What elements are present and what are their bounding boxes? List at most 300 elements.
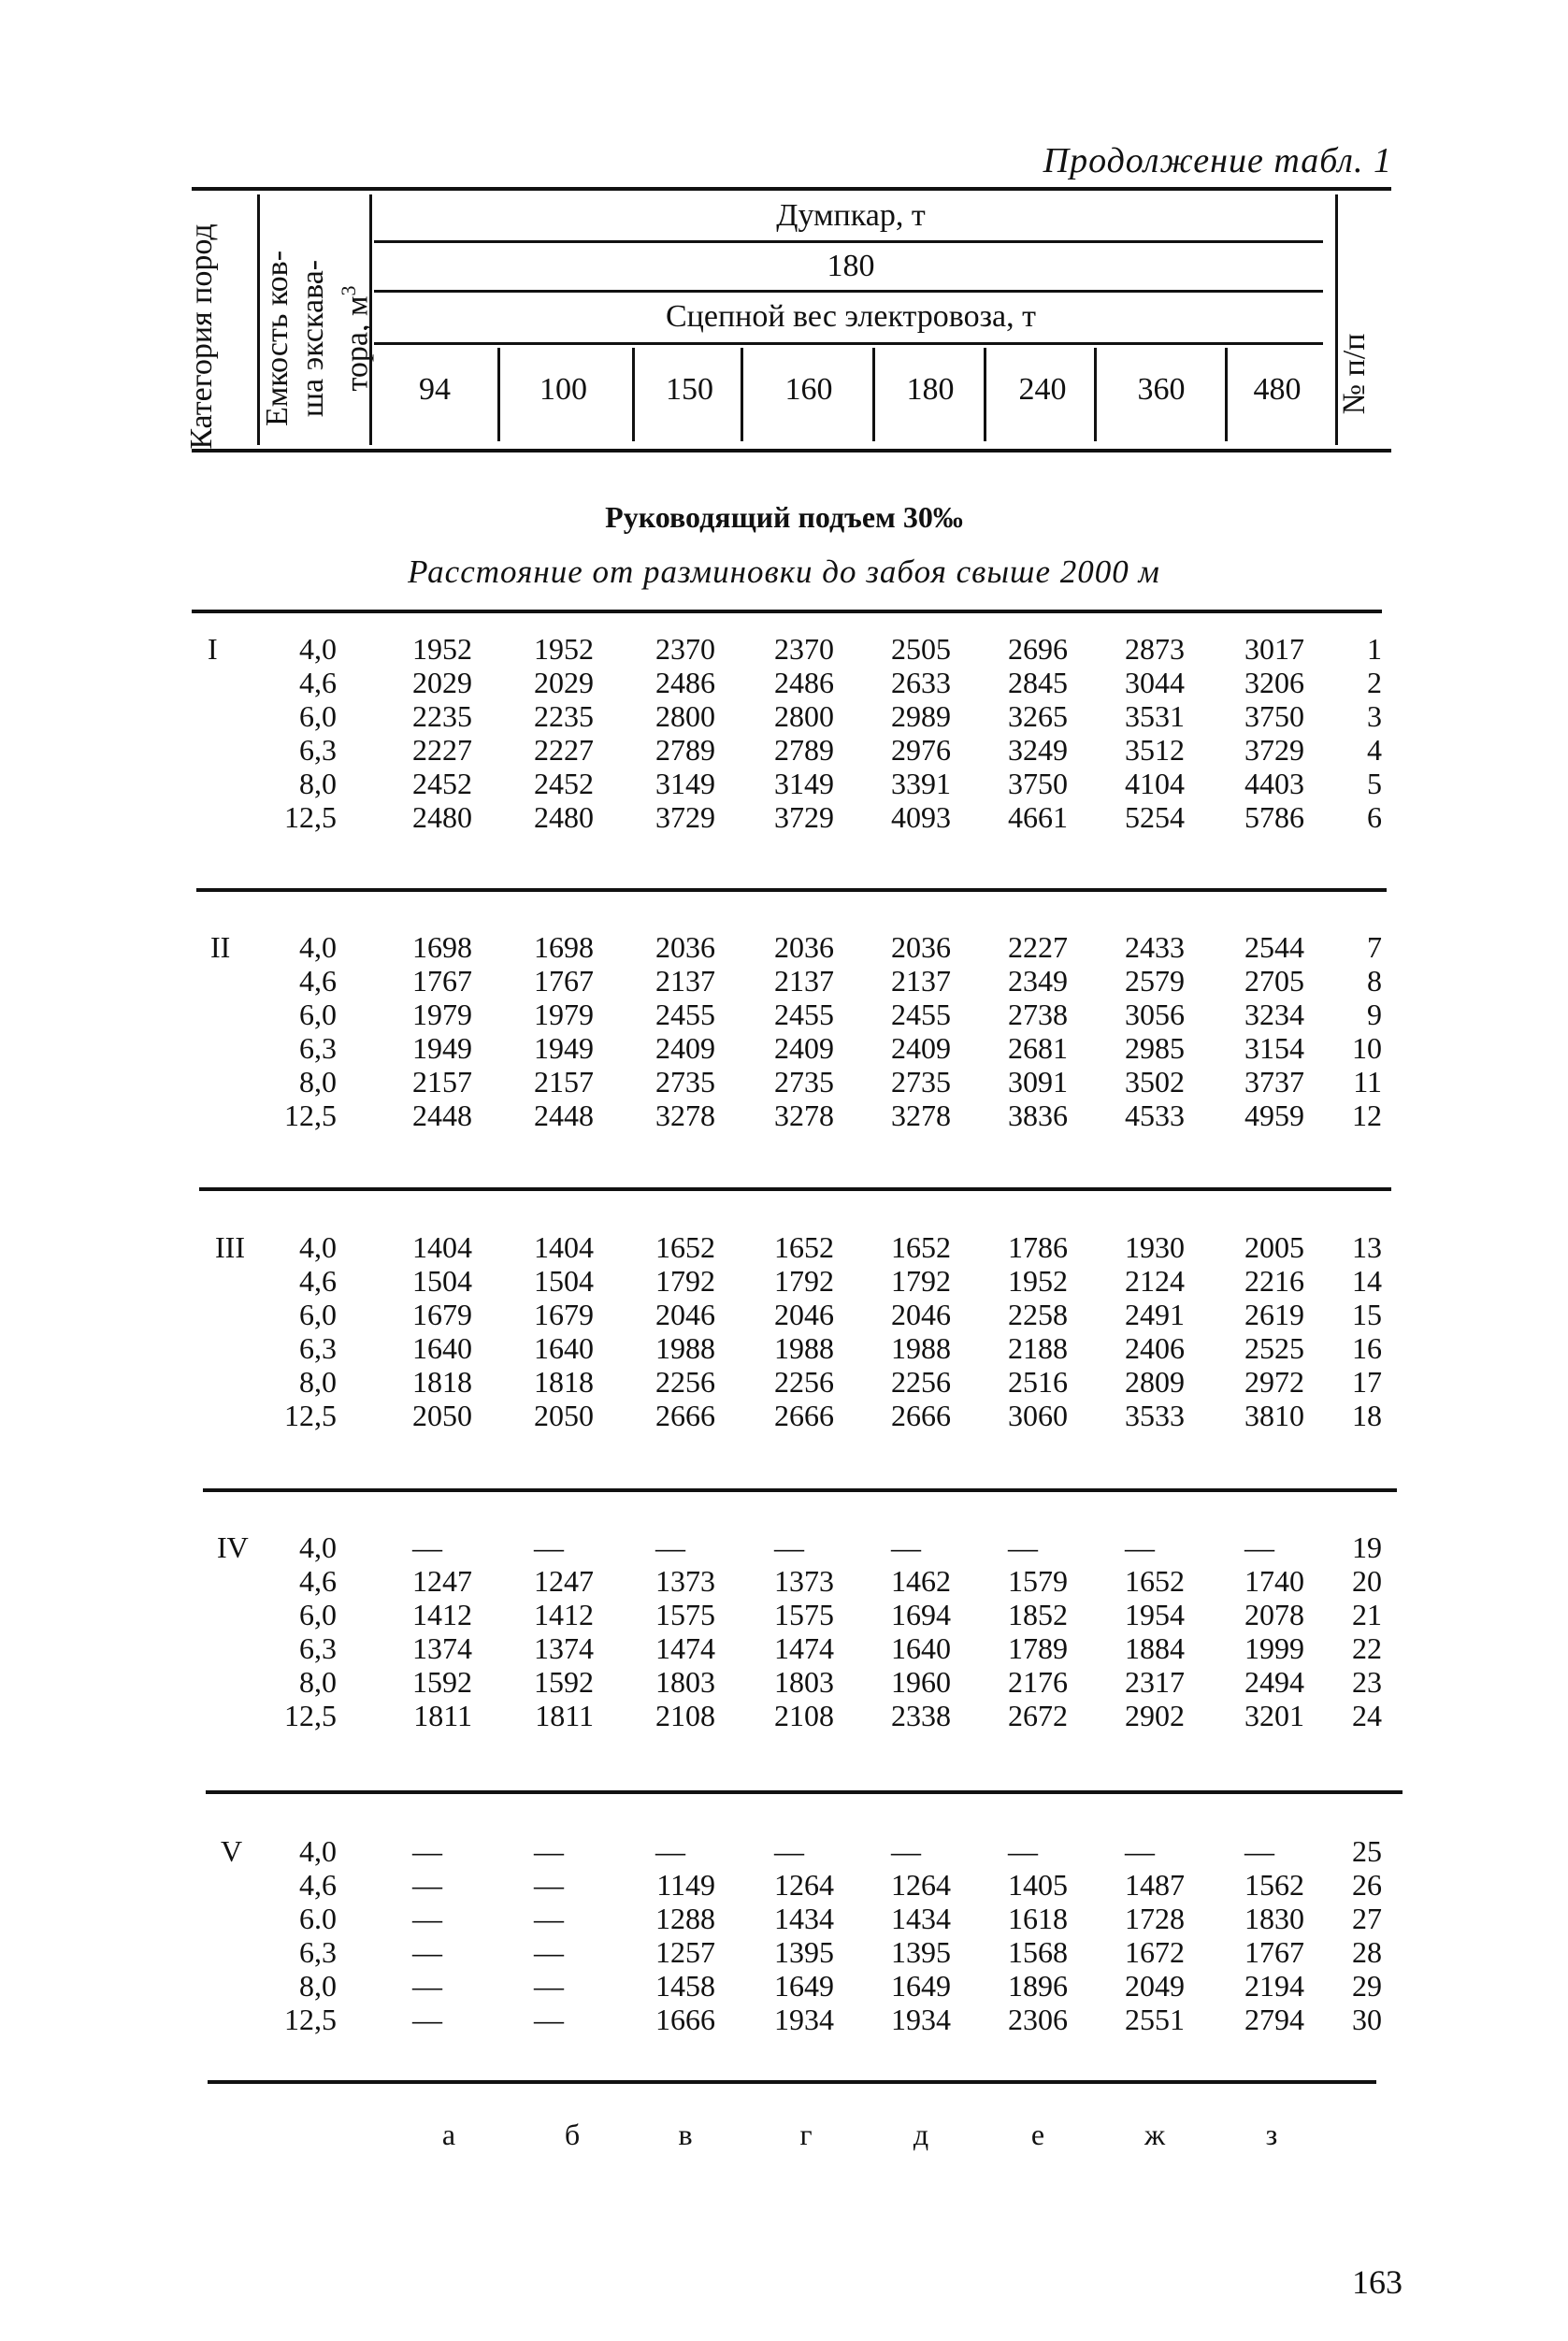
table-cell: —: [891, 1530, 921, 1564]
group-rule: [196, 888, 1387, 892]
table-cell: 2258: [1008, 1298, 1068, 1331]
table-cell: —: [1125, 1834, 1155, 1868]
table-cell: 2078: [1244, 1598, 1304, 1631]
row-number: 7: [1367, 930, 1382, 964]
bucket-capacity: 12,5: [284, 1099, 337, 1132]
table-cell: 2029: [412, 666, 472, 699]
table-cell: 2046: [774, 1298, 834, 1331]
table-cell: —: [412, 1969, 442, 2003]
table-cell: 2256: [774, 1365, 834, 1399]
row-number: 23: [1352, 1665, 1382, 1699]
table-cell: 2525: [1244, 1331, 1304, 1365]
table-cell: 2809: [1125, 1365, 1185, 1399]
group-rule: [206, 1790, 1403, 1794]
table-cell: 1434: [774, 1902, 834, 1935]
table-cell: 3512: [1125, 733, 1185, 767]
table-cell: 1640: [412, 1331, 472, 1365]
table-cell: —: [655, 1530, 685, 1564]
table-cell: 1679: [412, 1298, 472, 1331]
table-cell: 1960: [891, 1665, 951, 1699]
table-cell: 2157: [412, 1065, 472, 1099]
table-cell: 3017: [1244, 632, 1304, 666]
table-cell: 3391: [891, 767, 951, 800]
table-cell: 4959: [1244, 1099, 1304, 1132]
table-cell: —: [412, 1935, 442, 1969]
table-cell: 2985: [1125, 1031, 1185, 1065]
bucket-capacity: 4,0: [299, 1834, 337, 1868]
table-cell: 3750: [1244, 699, 1304, 733]
table-cell: 1264: [891, 1868, 951, 1902]
table-cell: 2976: [891, 733, 951, 767]
table-cell: 2794: [1244, 2003, 1304, 2036]
table-cell: 1649: [774, 1969, 834, 2003]
group-rule: [192, 610, 1382, 613]
dumpcar-header: Думпкар, т: [776, 198, 926, 233]
table-cell: 2455: [655, 998, 715, 1031]
table-cell: 2873: [1125, 632, 1185, 666]
table-cell: 2046: [655, 1298, 715, 1331]
table-cell: 2050: [534, 1399, 594, 1432]
table-cell: 1952: [1008, 1264, 1068, 1298]
group-rule: [199, 1187, 1391, 1191]
table-cell: 1698: [412, 930, 472, 964]
table-cell: 1666: [655, 2003, 715, 2036]
loco-weight-480: 480: [1253, 372, 1302, 407]
table-cell: 1792: [891, 1264, 951, 1298]
header-divider: [632, 348, 635, 441]
table-cell: 3531: [1125, 699, 1185, 733]
table-cell: 1504: [534, 1264, 594, 1298]
bucket-capacity: 4,6: [299, 1868, 337, 1902]
table-cell: —: [412, 1868, 442, 1902]
table-cell: 1592: [412, 1665, 472, 1699]
table-cell: 3810: [1244, 1399, 1304, 1432]
table-cell: 2544: [1244, 930, 1304, 964]
table-cell: 1640: [534, 1331, 594, 1365]
table-cell: 1562: [1244, 1868, 1304, 1902]
row-number: 22: [1352, 1631, 1382, 1665]
table-cell: 2036: [655, 930, 715, 964]
page-number: 163: [1352, 2263, 1403, 2301]
table-cell: 2480: [412, 800, 472, 834]
table-cell: 2738: [1008, 998, 1068, 1031]
row-number: 30: [1352, 2003, 1382, 2036]
table-cell: —: [534, 1902, 564, 1935]
section-subtitle: Расстояние от разминовки до забоя свыше 2000 м: [408, 553, 1160, 590]
bucket-capacity: 8,0: [299, 1365, 337, 1399]
table-cell: 3149: [774, 767, 834, 800]
table-cell: —: [1244, 1834, 1274, 1868]
table-cell: 1934: [774, 2003, 834, 2036]
table-cell: 1792: [655, 1264, 715, 1298]
column-letter: г: [799, 2118, 813, 2151]
row-number: 28: [1352, 1935, 1382, 1969]
row-number: 2: [1367, 666, 1382, 699]
table-cell: 2448: [534, 1099, 594, 1132]
table-cell: 2256: [891, 1365, 951, 1399]
rock-category: I: [208, 632, 218, 666]
table-cell: —: [1125, 1530, 1155, 1564]
table-cell: 2137: [774, 964, 834, 998]
table-cell: 2452: [412, 767, 472, 800]
rock-category: III: [215, 1230, 245, 1264]
table-cell: 1568: [1008, 1935, 1068, 1969]
table-cell: —: [1244, 1530, 1274, 1564]
table-cell: —: [1008, 1834, 1038, 1868]
table-cell: 3836: [1008, 1099, 1068, 1132]
table-cell: 2800: [774, 699, 834, 733]
table-cell: 2845: [1008, 666, 1068, 699]
table-cell: 3729: [1244, 733, 1304, 767]
table-cell: 2108: [774, 1699, 834, 1732]
column-letter: е: [1030, 2118, 1045, 2151]
table-cell: 2349: [1008, 964, 1068, 998]
table-cell: 5254: [1125, 800, 1185, 834]
table-cell: 3060: [1008, 1399, 1068, 1432]
row-number: 8: [1367, 964, 1382, 998]
row-number: 18: [1352, 1399, 1382, 1432]
table-cell: 2789: [655, 733, 715, 767]
table-cell: 2157: [534, 1065, 594, 1099]
table-cell: —: [534, 1834, 564, 1868]
table-cell: 1579: [1008, 1564, 1068, 1598]
section-title: Руководящий подъем 30‰: [605, 500, 963, 534]
table-cell: 3044: [1125, 666, 1185, 699]
table-cell: 1374: [534, 1631, 594, 1665]
table-cell: 1979: [412, 998, 472, 1031]
rock-category: II: [210, 930, 231, 964]
table-cell: —: [1008, 1530, 1038, 1564]
table-cell: 2036: [891, 930, 951, 964]
table-cell: 2452: [534, 767, 594, 800]
table-cell: 2124: [1125, 1264, 1185, 1298]
table-cell: 1504: [412, 1264, 472, 1298]
row-number: 4: [1367, 733, 1382, 767]
table-cell: 3737: [1244, 1065, 1304, 1099]
table-cell: 2789: [774, 733, 834, 767]
table-cell: 2306: [1008, 2003, 1068, 2036]
table-cell: 2902: [1125, 1699, 1185, 1732]
table-cell: 2705: [1244, 964, 1304, 998]
bucket-capacity: 4,6: [299, 666, 337, 699]
table-cell: —: [534, 1935, 564, 1969]
table-cell: 1374: [412, 1631, 472, 1665]
table-cell: 1462: [891, 1564, 951, 1598]
header-rule: [374, 240, 1323, 243]
table-cell: 1149: [656, 1868, 715, 1902]
table-cell: 1640: [891, 1631, 951, 1665]
bucket-capacity: 8,0: [299, 1065, 337, 1099]
table-cell: 1652: [1125, 1564, 1185, 1598]
table-cell: 1404: [412, 1230, 472, 1264]
table-cell: 1811: [535, 1699, 594, 1732]
bucket-capacity: 4,0: [299, 1530, 337, 1564]
row-number: 1: [1367, 632, 1382, 666]
table-cell: 1767: [534, 964, 594, 998]
row-number: 9: [1367, 998, 1382, 1031]
table-cell: 1767: [1244, 1935, 1304, 1969]
row-number: 14: [1352, 1264, 1382, 1298]
row-number: 15: [1352, 1298, 1382, 1331]
loco-weight-94: 94: [419, 372, 451, 407]
table-cell: 2049: [1125, 1969, 1185, 2003]
table-cell: 4403: [1244, 767, 1304, 800]
table-cell: 2672: [1008, 1699, 1068, 1732]
table-cell: 1811: [413, 1699, 472, 1732]
row-number: 10: [1352, 1031, 1382, 1065]
table-cell: 2486: [655, 666, 715, 699]
table-cell: 2227: [1008, 930, 1068, 964]
table-cell: 2029: [534, 666, 594, 699]
table-cell: 2227: [412, 733, 472, 767]
table-cell: 2176: [1008, 1665, 1068, 1699]
table-cell: 1954: [1125, 1598, 1185, 1631]
column-letter: з: [1265, 2118, 1278, 2151]
table-cell: 3206: [1244, 666, 1304, 699]
row-number: 13: [1352, 1230, 1382, 1264]
category-header: Категория пород: [184, 223, 219, 450]
table-cell: 5786: [1244, 800, 1304, 834]
row-number: 24: [1352, 1699, 1382, 1732]
table-cell: 1792: [774, 1264, 834, 1298]
table-cell: —: [774, 1834, 804, 1868]
table-cell: —: [891, 1834, 921, 1868]
table-cell: 2108: [655, 1699, 715, 1732]
rock-category: IV: [217, 1530, 249, 1564]
table-cell: 1694: [891, 1598, 951, 1631]
table-cell: 2666: [891, 1399, 951, 1432]
group-rule: [208, 2080, 1376, 2084]
table-cell: 1852: [1008, 1598, 1068, 1631]
table-cell: 2633: [891, 666, 951, 699]
table-cell: 1395: [774, 1935, 834, 1969]
table-cell: 1412: [412, 1598, 472, 1631]
table-cell: 2735: [655, 1065, 715, 1099]
table-cell: 1575: [774, 1598, 834, 1631]
table-cell: 2317: [1125, 1665, 1185, 1699]
table-cell: 2256: [655, 1365, 715, 1399]
table-cell: 2666: [655, 1399, 715, 1432]
table-cell: 2046: [891, 1298, 951, 1331]
table-cell: 1803: [774, 1665, 834, 1699]
table-cell: 1373: [655, 1564, 715, 1598]
bucket-capacity: 6,0: [299, 998, 337, 1031]
row-number: 26: [1352, 1868, 1382, 1902]
column-letter: в: [678, 2118, 693, 2151]
table-cell: 1679: [534, 1298, 594, 1331]
table-cell: 4661: [1008, 800, 1068, 834]
table-cell: 1247: [534, 1564, 594, 1598]
table-cell: 1786: [1008, 1230, 1068, 1264]
table-cell: 3265: [1008, 699, 1068, 733]
table-cell: 1789: [1008, 1631, 1068, 1665]
table-cell: 1952: [534, 632, 594, 666]
table-cell: 1988: [774, 1331, 834, 1365]
table-cell: 1818: [534, 1365, 594, 1399]
table-cell: 2005: [1244, 1230, 1304, 1264]
table-cell: 1434: [891, 1902, 951, 1935]
table-cell: 1395: [891, 1935, 951, 1969]
loco-weight-240: 240: [1018, 372, 1067, 407]
table-cell: 2194: [1244, 1969, 1304, 2003]
table-cell: 1979: [534, 998, 594, 1031]
table-cell: 1257: [655, 1935, 715, 1969]
table-cell: 3154: [1244, 1031, 1304, 1065]
table-cell: 2227: [534, 733, 594, 767]
bucket-capacity: 12,5: [284, 1399, 337, 1432]
bucket-capacity: 6,3: [299, 1031, 337, 1065]
table-cell: 2455: [774, 998, 834, 1031]
table-cell: —: [774, 1530, 804, 1564]
bucket-capacity: 12,5: [284, 2003, 337, 2036]
bucket-capacity: 6,0: [299, 1598, 337, 1631]
table-cell: —: [534, 2003, 564, 2036]
row-number: 29: [1352, 1969, 1382, 2003]
bucket-capacity: 4,0: [299, 1230, 337, 1264]
table-cell: 1373: [774, 1564, 834, 1598]
row-number: 19: [1352, 1530, 1382, 1564]
table-cell: 2989: [891, 699, 951, 733]
table-cell: 2735: [891, 1065, 951, 1099]
bucket-capacity: 8,0: [299, 1665, 337, 1699]
loco-weight-header: Сцепной вес электровоза, т: [665, 299, 1036, 334]
table-cell: 1884: [1125, 1631, 1185, 1665]
table-cell: 1830: [1244, 1902, 1304, 1935]
row-number: 3: [1367, 699, 1382, 733]
table-cell: 2409: [774, 1031, 834, 1065]
row-number-header: № п/п: [1337, 333, 1372, 415]
table-cell: —: [655, 1834, 685, 1868]
table-cell: 2486: [774, 666, 834, 699]
loco-weight-160: 160: [784, 372, 833, 407]
bucket-capacity: 6,3: [299, 1935, 337, 1969]
table-cell: 2579: [1125, 964, 1185, 998]
bucket-capacity: 4,6: [299, 964, 337, 998]
table-cell: 1818: [412, 1365, 472, 1399]
table-cell: 1949: [534, 1031, 594, 1065]
bucket-capacity: 4,0: [299, 930, 337, 964]
row-number: 27: [1352, 1902, 1382, 1935]
table-cell: 1949: [412, 1031, 472, 1065]
row-number: 21: [1352, 1598, 1382, 1631]
table-cell: 2619: [1244, 1298, 1304, 1331]
table-cell: 2696: [1008, 632, 1068, 666]
bucket-capacity: 6,3: [299, 1331, 337, 1365]
table-cell: 2137: [655, 964, 715, 998]
table-cell: 3533: [1125, 1399, 1185, 1432]
table-cell: 1264: [774, 1868, 834, 1902]
table-cell: 1618: [1008, 1902, 1068, 1935]
table-cell: 1930: [1125, 1230, 1185, 1264]
column-letter: ж: [1144, 2118, 1166, 2151]
table-cell: 2480: [534, 800, 594, 834]
table-cell: 1487: [1125, 1868, 1185, 1902]
loco-weight-150: 150: [666, 372, 713, 407]
bucket-capacity: 12,5: [284, 1699, 337, 1732]
table-cell: 2681: [1008, 1031, 1068, 1065]
table-cell: 2516: [1008, 1365, 1068, 1399]
table-cell: 1474: [774, 1631, 834, 1665]
table-cell: 1458: [655, 1969, 715, 2003]
table-cell: 3729: [655, 800, 715, 834]
table-cell: 2409: [655, 1031, 715, 1065]
table-cell: 2735: [774, 1065, 834, 1099]
column-letter: а: [441, 2118, 456, 2151]
table-cell: 2216: [1244, 1264, 1304, 1298]
table-cell: 1288: [655, 1902, 715, 1935]
table-cell: 1952: [412, 632, 472, 666]
table-cell: 1988: [655, 1331, 715, 1365]
table-cell: 1412: [534, 1598, 594, 1631]
table-cell: 3278: [774, 1099, 834, 1132]
header-rule: [374, 342, 1323, 345]
bucket-capacity: 12,5: [284, 800, 337, 834]
table-cell: 2188: [1008, 1331, 1068, 1365]
column-letter: д: [913, 2118, 929, 2151]
row-number: 5: [1367, 767, 1382, 800]
table-cell: 1767: [412, 964, 472, 998]
row-number: 20: [1352, 1564, 1382, 1598]
table-cell: 1592: [534, 1665, 594, 1699]
bucket-capacity: 8,0: [299, 767, 337, 800]
column-letter: б: [564, 2118, 581, 2151]
table-cell: 3091: [1008, 1065, 1068, 1099]
table-cell: 3056: [1125, 998, 1185, 1031]
table-cell: 2448: [412, 1099, 472, 1132]
table-cell: 1405: [1008, 1868, 1068, 1902]
table-cell: 1988: [891, 1331, 951, 1365]
table-cell: 2338: [891, 1699, 951, 1732]
table-cell: 2370: [774, 632, 834, 666]
table-cell: 1999: [1244, 1631, 1304, 1665]
row-number: 6: [1367, 800, 1382, 834]
table-cell: 1652: [774, 1230, 834, 1264]
table-cell: 2800: [655, 699, 715, 733]
table-cell: 2505: [891, 632, 951, 666]
header-top-rule: [192, 187, 1391, 191]
bucket-capacity: 4,6: [299, 1564, 337, 1598]
table-cell: 3234: [1244, 998, 1304, 1031]
row-number: 11: [1353, 1065, 1382, 1099]
table-cell: 4093: [891, 800, 951, 834]
table-cell: 1474: [655, 1631, 715, 1665]
table-cell: 3249: [1008, 733, 1068, 767]
table-cell: 1672: [1125, 1935, 1185, 1969]
row-number: 12: [1352, 1099, 1382, 1132]
header-rule: [374, 290, 1323, 293]
row-number: 17: [1352, 1365, 1382, 1399]
table-cell: 2235: [534, 699, 594, 733]
bucket-capacity: 6,3: [299, 733, 337, 767]
table-cell: 1575: [655, 1598, 715, 1631]
table-cell: 2433: [1125, 930, 1185, 964]
table-cell: 1652: [655, 1230, 715, 1264]
table-cell: 1649: [891, 1969, 951, 2003]
table-cell: 4104: [1125, 767, 1185, 800]
table-cell: 3201: [1244, 1699, 1304, 1732]
table-cell: 2491: [1125, 1298, 1185, 1331]
bucket-capacity: 6.0: [299, 1902, 337, 1935]
row-number: 25: [1352, 1834, 1382, 1868]
table-cell: 2409: [891, 1031, 951, 1065]
bucket-capacity: 6,3: [299, 1631, 337, 1665]
table-cell: 2036: [774, 930, 834, 964]
table-cell: 1247: [412, 1564, 472, 1598]
table-cell: 1740: [1244, 1564, 1304, 1598]
table-cell: —: [534, 1868, 564, 1902]
table-cell: 4533: [1125, 1099, 1185, 1132]
group-rule: [203, 1488, 1397, 1492]
